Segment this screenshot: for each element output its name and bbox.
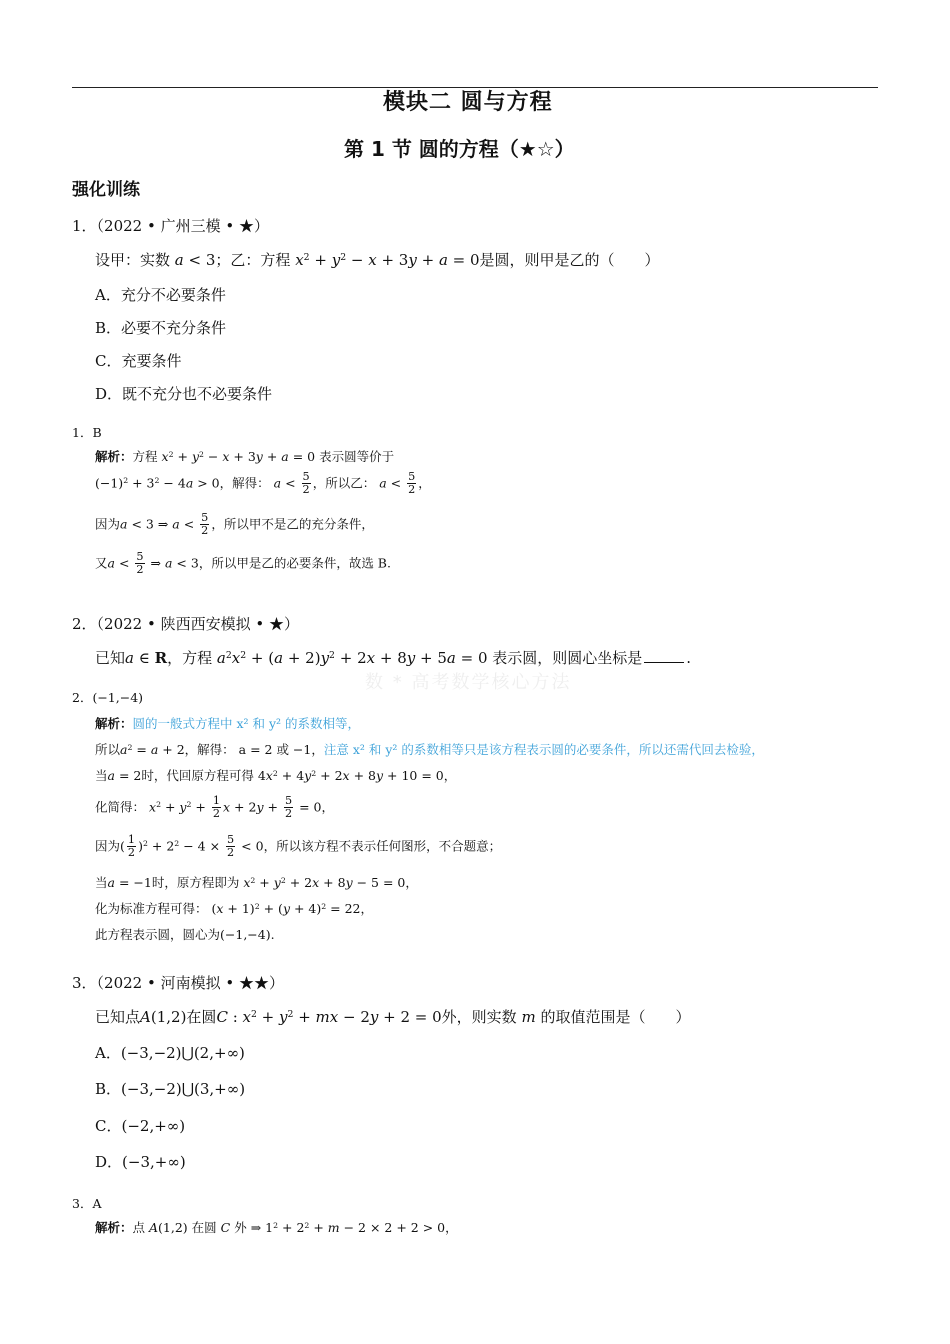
header-rule bbox=[72, 87, 878, 88]
q2-answer: 2．(−1,−4) bbox=[72, 690, 144, 705]
q3-stem: 已知点A(1,2)在圆C : $x^2 + y^2$ + mx − 2y + 2 = 0外，则实数 m 的取值范围是（ ） bbox=[95, 1008, 691, 1026]
q2-solution-line-1: 解析：圆的一般式方程中 x² 和 y² 的系数相等， bbox=[95, 716, 361, 731]
q3-option-c: C．(−2,+∞) bbox=[95, 1117, 186, 1135]
watermark: 数 * 高考数学核心方法 bbox=[365, 672, 572, 693]
q1-solution-line-2: $(-1)^2 + 3^2 - 4a > 0$，解得： a < $\frac{5}{2}$ ，所以乙： a < $\frac{5}{2}$ ， bbox=[95, 470, 431, 497]
q2-note-2: 注意 x² 和 y² 的系数相等只是该方程表示圆的必要条件，所以还需代回去检验， bbox=[323, 742, 764, 757]
q3-option-a: A．(−3,−2)⋃(2,+∞) bbox=[95, 1044, 245, 1062]
section-title: 第 1 节 圆的方程（★☆） bbox=[344, 137, 575, 161]
q2-solution-line-6: 当a = −1时，原方程即为 $x^2 + y^2 + 2x + 8y - 5 = 0$， bbox=[95, 875, 418, 890]
q1-option-c: C．充要条件 bbox=[95, 352, 182, 370]
q3-solution-line-1: 解析：点 A(1,2) 在圆 C 外 ⇒ $1^2 + 2^2 + m - 2 \times 2 + 2 > 0$， bbox=[95, 1220, 458, 1235]
q3-option-d: D．(−3,+∞) bbox=[95, 1153, 186, 1171]
q2-solution-line-8: 此方程表示圆，圆心为(−1,−4). bbox=[95, 927, 275, 942]
q1-solution-line-4: 又a < $\frac{5}{2}$ ⇒ a < 3，所以甲是乙的必要条件，故选 B. bbox=[95, 550, 391, 577]
q2-solution-line-3: 当a = 2时，代回原方程可得 $4x^2 + 4y^2 + 2x + 8y + 10 = 0$， bbox=[95, 768, 457, 783]
q1-answer: 1．B bbox=[72, 425, 102, 440]
q2-solution-line-4: 化简得： $x^2 + y^2$ + $\frac{1}{2}$ x + 2y + $\frac{5}{2}$ = 0， bbox=[95, 794, 334, 821]
q2-stem: 已知a ∈ R，方程 $a^2x^2 + (a + 2)y^2 + 2x + 8y + 5a = 0$ 表示圆，则圆心坐标是 . bbox=[95, 649, 692, 667]
q2-solution-line-7: 化为标准方程可得： $(x + 1)^2 + (y + 4)^2 = 22$， bbox=[95, 901, 374, 916]
q1-option-d: D．既不充分也不必要条件 bbox=[95, 385, 273, 403]
q1-option-a: A．充分不必要条件 bbox=[95, 286, 226, 304]
q1-stem: 设甲：实数 a < 3；乙：方程 $x^2 + y^2 - x + 3y + a = 0$是圆，则甲是乙的（ ） bbox=[95, 251, 660, 269]
q2-source: 2．（2022 • 陕西西安模拟 • ★） bbox=[72, 615, 299, 633]
q2-solution-line-2: 所以$a^2 = a + 2$，解得： a = 2 或 −1，注意 x² 和 y² 的系数相等只是该方程表示圆的必要条件，所以还需代回去检验， bbox=[95, 742, 764, 757]
q1-option-b: B．必要不充分条件 bbox=[95, 319, 227, 337]
q1-solution-line-1: 解析：方程 $x^2 + y^2 - x + 3y + a = 0$ 表示圆等价于 bbox=[95, 449, 395, 464]
q3-option-b: B．(−3,−2)⋃(3,+∞) bbox=[95, 1080, 246, 1098]
q1-solution-line-3: 因为a < 3 ⇒ a < $\frac{5}{2}$ ，所以甲不是乙的充分条件， bbox=[95, 511, 374, 538]
q2-answer-value: (−1,−4) bbox=[92, 690, 144, 705]
q2-note-1: 圆的一般式方程中 x² 和 y² 的系数相等， bbox=[132, 716, 361, 731]
practice-heading: 强化训练 bbox=[72, 180, 140, 200]
q2-solution-line-5: 因为( $\frac{1}{2}$ )$^2 + 2^2 - 4$ × $\frac{5}{2}$ < 0，所以该方程不表示任何图形，不合题意； bbox=[95, 833, 502, 860]
q3-answer: 3．A bbox=[72, 1196, 102, 1211]
q3-source: 3．（2022 • 河南模拟 • ★★） bbox=[72, 974, 284, 992]
q1-source: 1．（2022 • 广州三模 • ★） bbox=[72, 217, 269, 235]
module-title: 模块二 圆与方程 bbox=[383, 90, 553, 115]
